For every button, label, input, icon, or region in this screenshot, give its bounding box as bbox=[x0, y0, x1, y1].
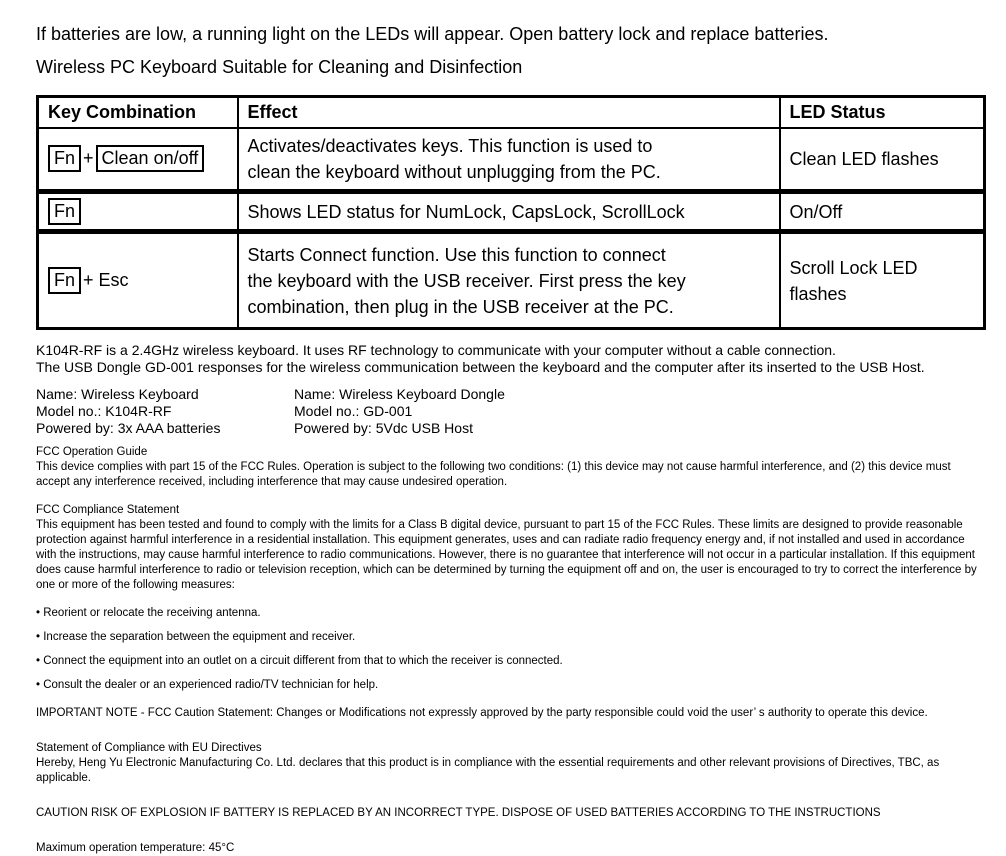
led-line: Scroll Lock LED bbox=[789, 257, 918, 278]
key-combination-cell bbox=[38, 192, 238, 232]
dongle-power: Powered by: 5Vdc USB Host bbox=[294, 420, 473, 436]
table-row bbox=[38, 232, 985, 329]
clean-on-off-keycap: Clean on/off bbox=[96, 145, 205, 172]
measure-item: • Increase the separation between the equipment and receiver. bbox=[36, 630, 980, 645]
fn-keycap: Fn bbox=[48, 267, 81, 294]
table-row bbox=[38, 128, 985, 192]
keyboard-model: Model no.: K104R-RF bbox=[36, 403, 172, 419]
keyboard-power: Powered by: 3x AAA batteries bbox=[36, 420, 221, 436]
led-status-cell bbox=[780, 232, 985, 329]
intro-text bbox=[36, 18, 980, 84]
effect-line: combination, then plug in the USB receiver at the PC. bbox=[247, 296, 674, 317]
measure-item: • Connect the equipment into an outlet on a circuit different from that to which the receiver is connected. bbox=[36, 654, 980, 669]
keyboard-specs bbox=[36, 386, 294, 437]
fn-keycap: Fn bbox=[48, 145, 81, 172]
led-status-cell bbox=[780, 128, 985, 192]
product-specs bbox=[36, 386, 980, 437]
fcc-operation-body: This device complies with part 15 of the FCC Rules. Operation is subject to the following two conditions: (1) this device may not cause harmful interference, and (2) this device must accept any interference received, including interference that may cause undesired operation. bbox=[36, 461, 951, 488]
interference-measures-list bbox=[36, 606, 980, 693]
effect-cell bbox=[238, 128, 780, 192]
fcc-caution-note: IMPORTANT NOTE - FCC Caution Statement: Changes or Modifications not expressly approved by the party responsible could void the user’ s authority to operate this device. bbox=[36, 707, 928, 719]
fn-keycap: Fn bbox=[48, 198, 81, 225]
fcc-compliance-heading: FCC Compliance Statement bbox=[36, 504, 180, 516]
effect-cell bbox=[238, 232, 780, 329]
key-combination-cell bbox=[38, 128, 238, 192]
effect-line: Starts Connect function. Use this function to connect bbox=[247, 244, 666, 265]
effect-cell bbox=[238, 192, 780, 232]
keyboard-name: Name: Wireless Keyboard bbox=[36, 386, 199, 402]
battery-note-line: If batteries are low, a running light on the LEDs will appear. Open battery lock and replace batteries. bbox=[36, 24, 829, 44]
effect-line: Shows LED status for NumLock, CapsLock, ScrollLock bbox=[247, 201, 685, 222]
dongle-model: Model no.: GD-001 bbox=[294, 403, 413, 419]
fcc-compliance-statement bbox=[36, 503, 980, 593]
dongle-specs bbox=[294, 386, 505, 437]
led-status-cell bbox=[780, 192, 985, 232]
plus-esc-text: + Esc bbox=[83, 270, 129, 290]
table-header-row bbox=[38, 97, 985, 128]
plus-separator: + bbox=[83, 148, 94, 169]
effect-line: Activates/deactivates keys. This function is used to bbox=[247, 135, 653, 156]
dongle-name: Name: Wireless Keyboard Dongle bbox=[294, 386, 505, 402]
product-description bbox=[36, 342, 980, 376]
max-operation-temperature: Maximum operation temperature: 45°C bbox=[36, 842, 235, 854]
fcc-operation-heading: FCC Operation Guide bbox=[36, 446, 148, 458]
eu-compliance-heading: Statement of Compliance with EU Directives bbox=[36, 742, 262, 754]
keyboard-description-line: K104R-RF is a 2.4GHz wireless keyboard. It uses RF technology to communicate with your computer without a cable connection. bbox=[36, 342, 836, 358]
header-effect: Effect bbox=[238, 97, 780, 128]
fcc-compliance-body: This equipment has been tested and found to comply with the limits for a Class B digital device, pursuant to part 15 of the FCC Rules. These limits are designed to provide reasonable protection against harmful interference in a residential installation. This equipment generates, uses and can radiate radio frequency energy and, if not installed and used in accordance with the instructions, may cause harmful interference to radio communications. However, there is no guarantee that interference will not occur in a particular installation. If this equipment does cause harmful interference to radio or television reception, which can be determined by turning the equipment off and on, the user is encouraged to try to correct the interference by one or more of the following measures: bbox=[36, 519, 977, 591]
effect-line: the keyboard with the USB receiver. First press the key bbox=[247, 270, 686, 291]
header-led-status: LED Status bbox=[780, 97, 985, 128]
key-combination-cell bbox=[38, 232, 238, 329]
dongle-description-line: The USB Dongle GD-001 responses for the wireless communication between the keyboard and the computer after its inserted to the USB Host. bbox=[36, 359, 925, 375]
led-line: Clean LED flashes bbox=[789, 148, 939, 169]
measure-item: • Reorient or relocate the receiving antenna. bbox=[36, 606, 980, 621]
led-line: flashes bbox=[789, 283, 847, 304]
led-line: On/Off bbox=[789, 201, 843, 222]
eu-compliance-statement bbox=[36, 741, 980, 786]
key-combination-table bbox=[36, 95, 986, 330]
measure-item: • Consult the dealer or an experienced radio/TV technician for help. bbox=[36, 678, 980, 693]
cleaning-title-line: Wireless PC Keyboard Suitable for Cleaning and Disinfection bbox=[36, 57, 523, 77]
battery-caution: CAUTION RISK OF EXPLOSION IF BATTERY IS REPLACED BY AN INCORRECT TYPE. DISPOSE OF USED BATTERIES ACCORDING TO THE INSTRUCTIONS bbox=[36, 807, 881, 819]
effect-line: clean the keyboard without unplugging from the PC. bbox=[247, 161, 661, 182]
table-row bbox=[38, 192, 985, 232]
header-key-combination: Key Combination bbox=[38, 97, 238, 128]
fcc-operation-guide bbox=[36, 445, 980, 490]
eu-compliance-body: Hereby, Heng Yu Electronic Manufacturing Co. Ltd. declares that this product is in compliance with the essential requirements and other relevant provisions of Directives, TBC, as applicable. bbox=[36, 757, 940, 784]
